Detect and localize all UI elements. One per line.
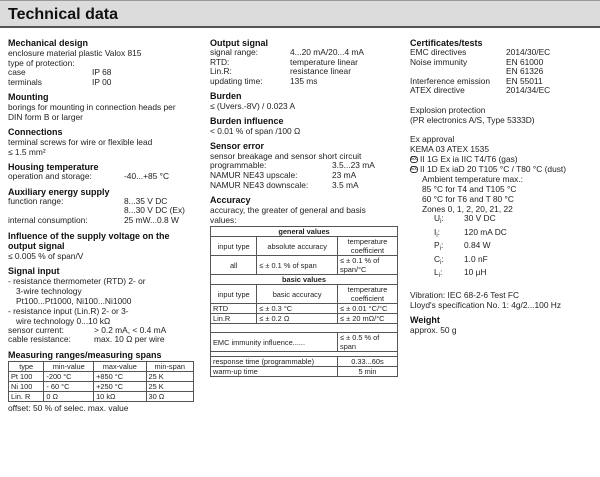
value: 4...20 mA/20...4 mA: [290, 47, 365, 57]
text: < 0.01 % of span /100 Ω: [210, 126, 301, 137]
table-row: [211, 256, 398, 275]
heading-influence: Influence of the supply voltage on the: [8, 230, 170, 241]
text: ≤ 0.005 % of span/V: [8, 250, 84, 261]
label: EMC directives: [410, 47, 467, 57]
table-cell: - 60 °C: [44, 381, 94, 391]
param-subscript: i: [440, 259, 442, 266]
text: (PR electronics A/S, Type 5333D): [410, 114, 535, 125]
value: 30 V DC: [464, 212, 496, 223]
value: 3.5 mA: [332, 179, 359, 190]
value: EN 55011: [506, 75, 543, 86]
text: Vibration: IEC 68-2-6 Test FC: [410, 289, 520, 300]
value: 0.84 W: [464, 240, 491, 251]
section-mounting: [8, 92, 204, 122]
section-ranges: [8, 350, 204, 413]
table-cell: 30 Ω: [146, 391, 194, 401]
table-header: basic values: [211, 275, 398, 285]
label: operation and storage:: [8, 171, 92, 182]
table-cell: 5 min: [338, 367, 398, 377]
table-cell: warm-up time: [211, 367, 338, 377]
ranges-table: [8, 361, 194, 402]
text: Pt100...Pt1000, Ni100...Ni1000: [16, 295, 132, 306]
table-row: [211, 314, 398, 324]
table-header: input type: [211, 285, 257, 304]
label: updating time:: [210, 75, 263, 86]
table-header: input type: [211, 237, 257, 256]
table-cell: 25 K: [146, 381, 194, 391]
value: 2014/30/EC: [506, 47, 551, 57]
heading-accuracy: Accuracy: [210, 195, 251, 206]
text: sensor breakage and sensor short circuit: [210, 151, 362, 162]
table-cell: +850 °C: [94, 371, 146, 381]
table-cell: Lin. R: [9, 391, 44, 401]
table-header: min-value: [44, 361, 94, 371]
table-row: [211, 357, 398, 367]
heading-mounting: Mounting: [8, 92, 49, 103]
text: wire technology 0...10 kΩ: [16, 315, 111, 326]
column-left: [8, 38, 204, 418]
text: approx. 50 g: [410, 324, 457, 335]
heading-connections: Connections: [8, 127, 63, 138]
table-cell: RTD: [211, 304, 257, 314]
heading-housing: Housing temperature: [8, 162, 99, 173]
column-right: [410, 38, 598, 340]
table-cell: all: [211, 256, 257, 275]
table-cell: 10 kΩ: [94, 391, 146, 401]
table-cell: ≤ ± 0.1 % of span/°C: [338, 256, 398, 275]
value: > 0.2 mA, < 0.4 mA: [94, 324, 167, 335]
label: programmable:: [210, 160, 267, 171]
text: enclosure material plastic Valox 815: [8, 48, 142, 58]
value: 8...30 V DC (Ex): [124, 205, 185, 216]
table-row: [9, 381, 194, 391]
table-cell: ≤ ± 0.01 °C/°C: [338, 304, 398, 314]
text: 3-wire technology: [16, 285, 82, 296]
table-cell: ≤ ± 0.1 % of span: [257, 256, 338, 275]
table-cell: ≤ ± 20 mΩ/°C: [338, 314, 398, 324]
table-cell: ≤ ± 0.5 % of span: [338, 333, 398, 352]
value: 120 mA DC: [464, 226, 507, 237]
table-cell: -200 °C: [44, 371, 94, 381]
param-subscript: i: [438, 273, 441, 280]
table-row: [211, 304, 398, 314]
text: KEMA 03 ATEX 1535: [410, 143, 489, 154]
heading-influence-2: output signal: [8, 240, 65, 251]
label: terminals: [8, 76, 42, 87]
section-burden-influence: [210, 116, 400, 136]
ex-params: $U_i$: 30 V DC $I_i$: 120 mA DC $P_i$: 0.84 W $C_i$: 1.0 nF $L_i$: 10 µH: [422, 214, 598, 282]
heading-burden: Burden: [210, 91, 242, 102]
ex-marking-icon: Ex: [411, 156, 417, 163]
text: Ambient temperature max.:: [422, 173, 524, 184]
text: - resistance thermometer (RTD) 2- or: [8, 275, 146, 286]
table-cell: Lin.R: [211, 314, 257, 324]
value: IP 00: [92, 76, 112, 87]
heading-weight: Weight: [410, 314, 440, 325]
param-symbol: P: [434, 240, 440, 251]
param-subscript: i: [440, 218, 442, 225]
text: values:: [210, 215, 237, 226]
section-sensor-error: [210, 141, 400, 190]
text: 85 °C for T4 and T105 °C: [422, 183, 517, 194]
value: 25 mW...0.8 W: [124, 214, 179, 225]
section-certificates: [410, 38, 598, 96]
table-cell: ≤ ± 0.2 Ω: [257, 314, 338, 324]
label: sensor current:: [8, 324, 64, 335]
section-mechanical: [8, 38, 204, 87]
label: function range:: [8, 195, 64, 206]
label: cable resistance:: [8, 334, 71, 345]
section-ex-approval: [410, 134, 598, 282]
page-title: Technical data: [8, 6, 118, 23]
value: temperature linear: [290, 56, 358, 67]
text: II 1G Ex ia IIC T4/T6 (gas): [420, 153, 518, 164]
text: DIN form B or larger: [8, 112, 83, 123]
heading-certificates: Certificates/tests: [410, 38, 483, 48]
value: 10 µH: [464, 267, 487, 278]
heading-burden-influence: Burden influence: [210, 116, 284, 127]
section-output-signal: [210, 38, 400, 86]
param-symbol: C: [434, 253, 441, 264]
table-cell: Ni 100: [9, 381, 44, 391]
value: EN 61326: [506, 66, 544, 77]
table-row: [211, 367, 398, 377]
section-signal-input: [8, 266, 204, 345]
param-subscript: i: [436, 232, 438, 239]
label: NAMUR NE43 upscale:: [210, 169, 298, 180]
table-cell: ≤ ± 0.3 °C: [257, 304, 338, 314]
text: ≤ (Uvers.-8V) / 0.023 A: [210, 101, 296, 112]
label: NAMUR NE43 downscale:: [210, 179, 309, 190]
value: 23 mA: [332, 169, 357, 180]
label: internal consumption:: [8, 214, 88, 225]
table-cell: response time (programmable): [211, 357, 338, 367]
text: terminal screws for wire or flexible lead: [8, 137, 153, 148]
table-cell: +250 °C: [94, 381, 146, 391]
heading-mechanical: Mechanical design: [8, 38, 89, 48]
value: 8...35 V DC: [124, 195, 168, 206]
label: ATEX directive: [410, 85, 465, 96]
table-cell: EMC immunity influence......: [211, 333, 338, 352]
param-symbol: U: [434, 212, 441, 223]
header-bar: [0, 0, 600, 28]
label: signal range:: [210, 47, 258, 57]
table-row: [9, 371, 194, 381]
text: borings for mounting in connection heads per: [8, 102, 176, 113]
table-header: temperature coefficient: [338, 237, 398, 256]
text: Explosion protection: [410, 104, 486, 115]
heading-aux-energy: Auxiliary energy supply: [8, 186, 110, 197]
section-explosion: [410, 105, 598, 125]
table-header: absolute accuracy: [257, 237, 338, 256]
table-cell: 0 Ω: [44, 391, 94, 401]
section-accuracy: [210, 195, 400, 377]
value: 2014/34/EC: [506, 85, 551, 96]
label: Noise immunity: [410, 56, 468, 67]
section-connections: [8, 127, 204, 157]
section-burden: [210, 91, 400, 111]
heading-signal-input: Signal input: [8, 265, 60, 276]
text: ≤ 1.5 mm²: [8, 147, 46, 158]
label: RTD:: [210, 56, 230, 67]
value: resistance linear: [290, 66, 351, 77]
column-middle: [210, 38, 400, 382]
section-vibration: [410, 290, 598, 310]
text: accuracy, the greater of general and basis: [210, 205, 366, 216]
value: 135 ms: [290, 75, 318, 86]
value: -40...+85 °C: [124, 171, 170, 182]
text: II 1D Ex iaD 20 T105 °C / T80 °C (dust): [420, 163, 567, 174]
param-symbol: I: [434, 226, 437, 237]
label: case: [8, 67, 26, 77]
table-row: [211, 333, 398, 352]
label: Lin.R:: [210, 66, 232, 77]
heading-output-signal: Output signal: [210, 38, 268, 48]
table-cell: 0.33...60s: [338, 357, 398, 367]
param-symbol: L: [434, 267, 439, 278]
table-header: temperature coefficient: [338, 285, 398, 304]
table-header: max-value: [94, 361, 146, 371]
section-housing: [8, 162, 204, 182]
ex-marking-icon: Ex: [411, 166, 417, 173]
value: IP 68: [92, 67, 112, 77]
text: - resistance input (Lin.R) 2- or 3-: [8, 305, 129, 316]
text: type of protection:: [8, 58, 75, 68]
label: Interference emission: [410, 75, 491, 86]
section-influence: [8, 231, 204, 261]
section-weight: [410, 315, 598, 335]
value: EN 61000: [506, 56, 544, 67]
heading-ranges: Measuring ranges/measuring spans: [8, 349, 162, 360]
text: 60 °C for T6 and T 80 °C: [422, 193, 514, 204]
heading-sensor-error: Sensor error: [210, 141, 265, 152]
accuracy-table: [210, 226, 398, 377]
value: 1.0 nF: [464, 253, 488, 264]
table-header: type: [9, 361, 44, 371]
table-header: basic accuracy: [257, 285, 338, 304]
value: max. 10 Ω per wire: [94, 334, 165, 345]
text: Zones 0, 1, 2, 20, 21, 22: [422, 203, 513, 214]
table-cell: Pt 100: [9, 371, 44, 381]
table-header: general values: [211, 227, 398, 237]
text: offset: 50 % of selec. max. value: [8, 402, 129, 413]
table-cell: 25 K: [146, 371, 194, 381]
text: Ex approval: [410, 133, 455, 144]
table-row: [9, 391, 194, 401]
text: Lloyd's specification No. 1: 4g/2...100 Hz: [410, 299, 562, 310]
value: 3.5...23 mA: [332, 160, 375, 171]
section-aux-energy: [8, 187, 204, 226]
table-header: min-span: [146, 361, 194, 371]
param-subscript: i: [439, 246, 441, 253]
